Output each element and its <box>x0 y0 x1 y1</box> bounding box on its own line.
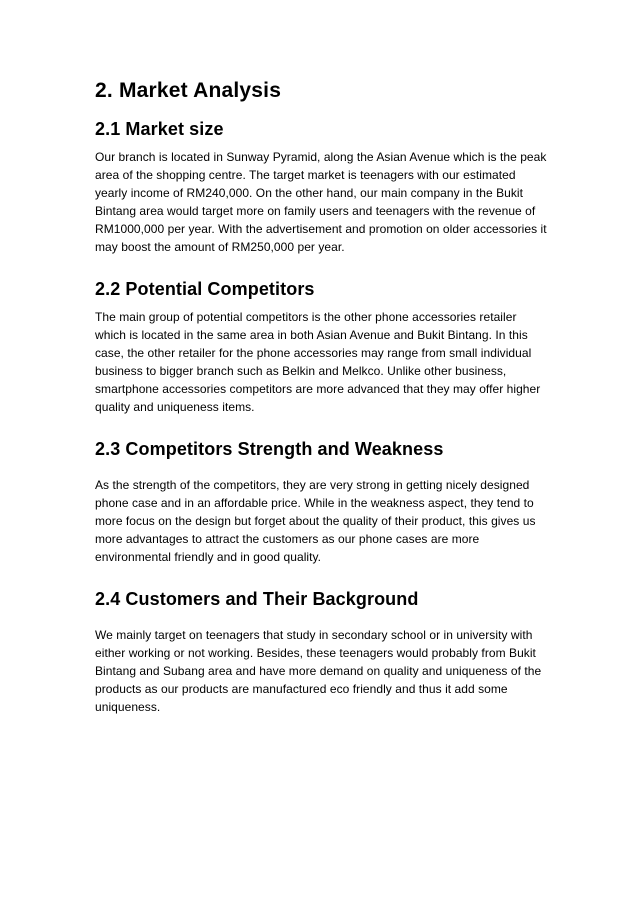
section-heading-market-size: 2.1 Market size <box>95 119 224 139</box>
section-heading-strength-weakness: 2.3 Competitors Strength and Weakness <box>95 439 444 459</box>
section-heading-potential-competitors: 2.2 Potential Competitors <box>95 279 315 299</box>
section-heading-wrap <box>95 118 547 148</box>
section-heading-wrap <box>95 278 547 308</box>
document-page <box>95 78 547 716</box>
section-body-potential-competitors: The main group of potential competitors is the other phone accessories retailer which is located in the same area in both Asian Avenue and Bukit Bintang. In this case, the other retailer for the phone accessories may range from small individual business to bigger branch such as Belkin and Melkco. Unlike other business, smartphone accessories competitors are more advanced that they may offer higher quality and uniqueness items. <box>95 310 541 414</box>
section-heading-customers: 2.4 Customers and Their Background <box>95 589 419 609</box>
section-body-strength-weakness: As the strength of the competitors, they are very strong in getting nicely designed phone case and in an affordable price. While in the weakness aspect, they tend to more focus on the design but forget about the quality of their product, this gives us more advantages to attract the customers as our phone cases are more environmental friendly and in good quality. <box>95 478 536 564</box>
section-heading-wrap <box>95 588 547 626</box>
page-title: 2. Market Analysis <box>95 79 282 102</box>
title-wrap <box>95 78 547 118</box>
section-body-market-size: Our branch is located in Sunway Pyramid, along the Asian Avenue which is the peak area of the shopping centre. The target market is teenagers with our estimated yearly income of RM240,000. On the other hand, our main company in the Bukit Bintang area would target more on family users and teenagers with the revenue of RM1000,000 per year. With the advertisement and promotion on older accessories it may boost the amount of RM250,000 per year. <box>95 150 547 254</box>
section-body-customers: We mainly target on teenagers that study in secondary school or in university with either working or not working. Besides, these teenagers would probably from Bukit Bintang and Subang area and have more demand on quality and uniqueness of the products as our products are manufactured eco friendly and thus it add some uniqueness. <box>95 628 542 714</box>
section-heading-wrap <box>95 438 547 476</box>
